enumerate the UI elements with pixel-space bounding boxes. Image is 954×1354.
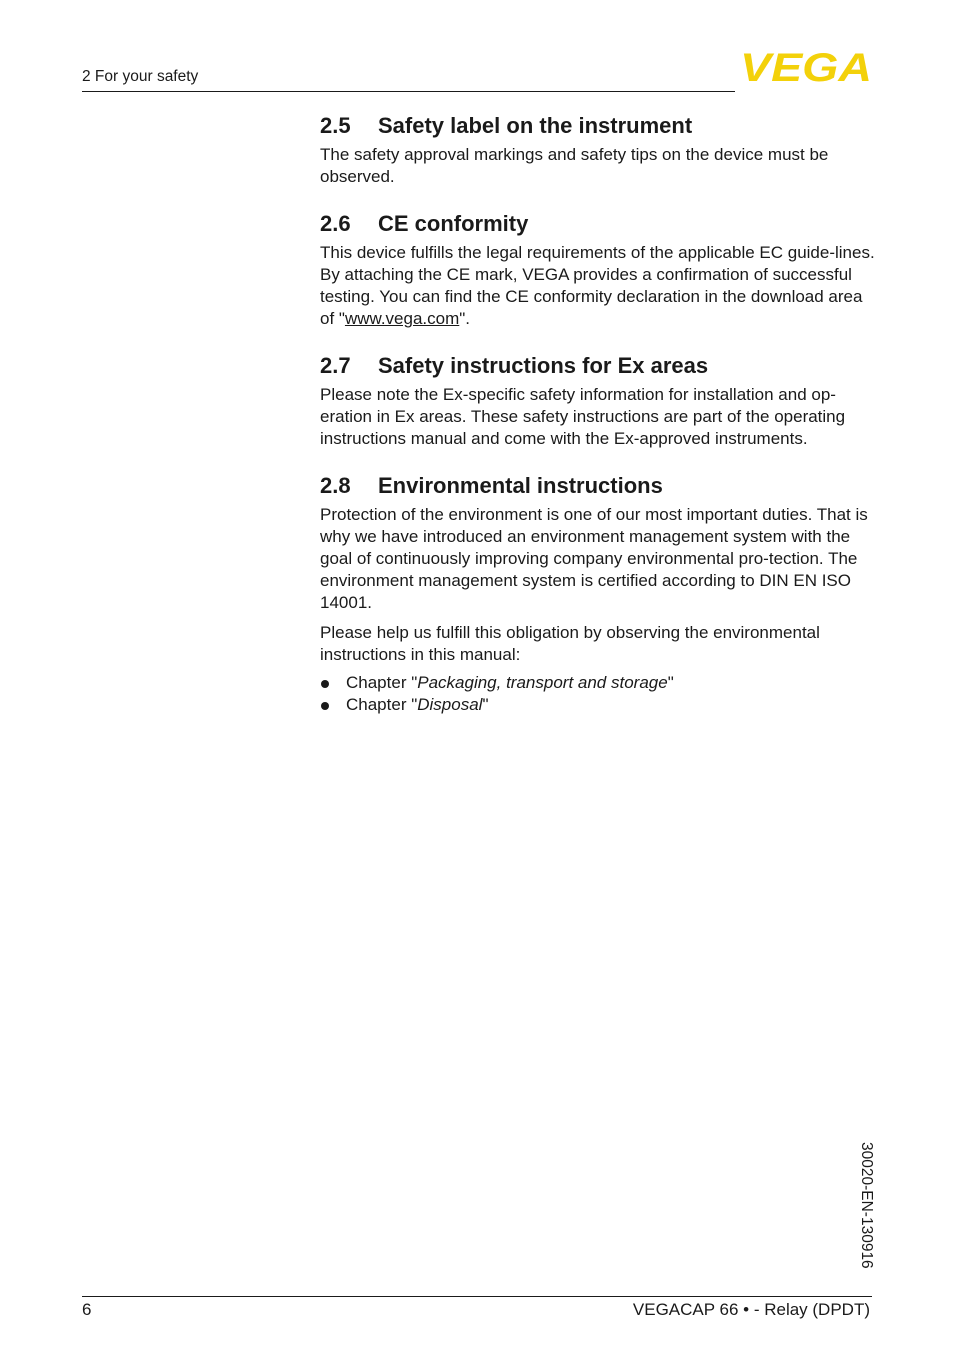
list-item bbox=[320, 694, 880, 716]
vega-website-link[interactable]: www.vega.com bbox=[344, 309, 460, 328]
document-code: 30020-EN-130916 bbox=[858, 1142, 875, 1269]
vega-logo bbox=[740, 50, 872, 84]
section-2-6 bbox=[320, 210, 880, 330]
section-heading bbox=[320, 472, 880, 500]
bullet-icon bbox=[321, 680, 329, 688]
paragraph: Protection of the environment is one of our most important duties. That is why we have introduced an environment management system with the goal of continuously improving company environmental pro-tection. The environment management system is certified according to DIN EN ISO 14001. bbox=[320, 505, 868, 612]
section-number: 2.6 bbox=[320, 211, 351, 236]
section-title: Environmental instructions bbox=[378, 473, 663, 498]
section-heading bbox=[320, 352, 880, 380]
chapter-reference: Disposal bbox=[417, 695, 483, 714]
paragraph-text: This device fulfills the legal requirements of the applicable EC guide-lines. By attaching the CE mark, VEGA provides a confirmation of successful testing. You can find the CE conformity declaration in the download area of " bbox=[320, 243, 875, 328]
page-number: 6 bbox=[82, 1300, 92, 1319]
section-heading bbox=[320, 112, 880, 140]
paragraph: Please help us fulfill this obligation by observing the environmental instructions in this manual: bbox=[320, 623, 820, 664]
section-title: CE conformity bbox=[378, 211, 529, 236]
chapter-reference: Packaging, transport and storage bbox=[417, 673, 668, 692]
section-number: 2.5 bbox=[320, 113, 351, 138]
main-content bbox=[320, 112, 880, 738]
paragraph: Please note the Ex-specific safety information for installation and op-eration in Ex areas. These safety instructions are part of the operating instructions manual and come with the Ex-approved instruments. bbox=[320, 385, 846, 448]
list-item-text: Chapter " bbox=[346, 695, 418, 714]
section-heading bbox=[320, 210, 880, 238]
section-title: Safety instructions for Ex areas bbox=[378, 353, 709, 378]
list-item-text: " bbox=[482, 695, 489, 714]
section-2-7 bbox=[320, 352, 880, 450]
bullet-icon bbox=[321, 702, 329, 710]
footer-divider bbox=[82, 1296, 872, 1297]
section-2-8 bbox=[320, 472, 880, 716]
section-2-5 bbox=[320, 112, 880, 188]
list-item bbox=[320, 672, 880, 694]
paragraph: The safety approval markings and safety tips on the device must be observed. bbox=[320, 145, 829, 186]
paragraph bbox=[320, 242, 880, 330]
bullet-list bbox=[320, 672, 880, 716]
list-item-text: Chapter " bbox=[346, 673, 418, 692]
running-header: 2 For your safety bbox=[82, 68, 199, 85]
section-title: Safety label on the instrument bbox=[378, 113, 693, 138]
section-number: 2.8 bbox=[320, 473, 351, 498]
product-name: VEGACAP 66 • - Relay (DPDT) bbox=[632, 1300, 870, 1319]
list-item-text: " bbox=[667, 673, 674, 692]
svg-text:VEGA: VEGA bbox=[740, 50, 872, 84]
section-number: 2.7 bbox=[320, 353, 351, 378]
paragraph-text: ". bbox=[459, 309, 471, 328]
header-divider bbox=[82, 91, 735, 92]
